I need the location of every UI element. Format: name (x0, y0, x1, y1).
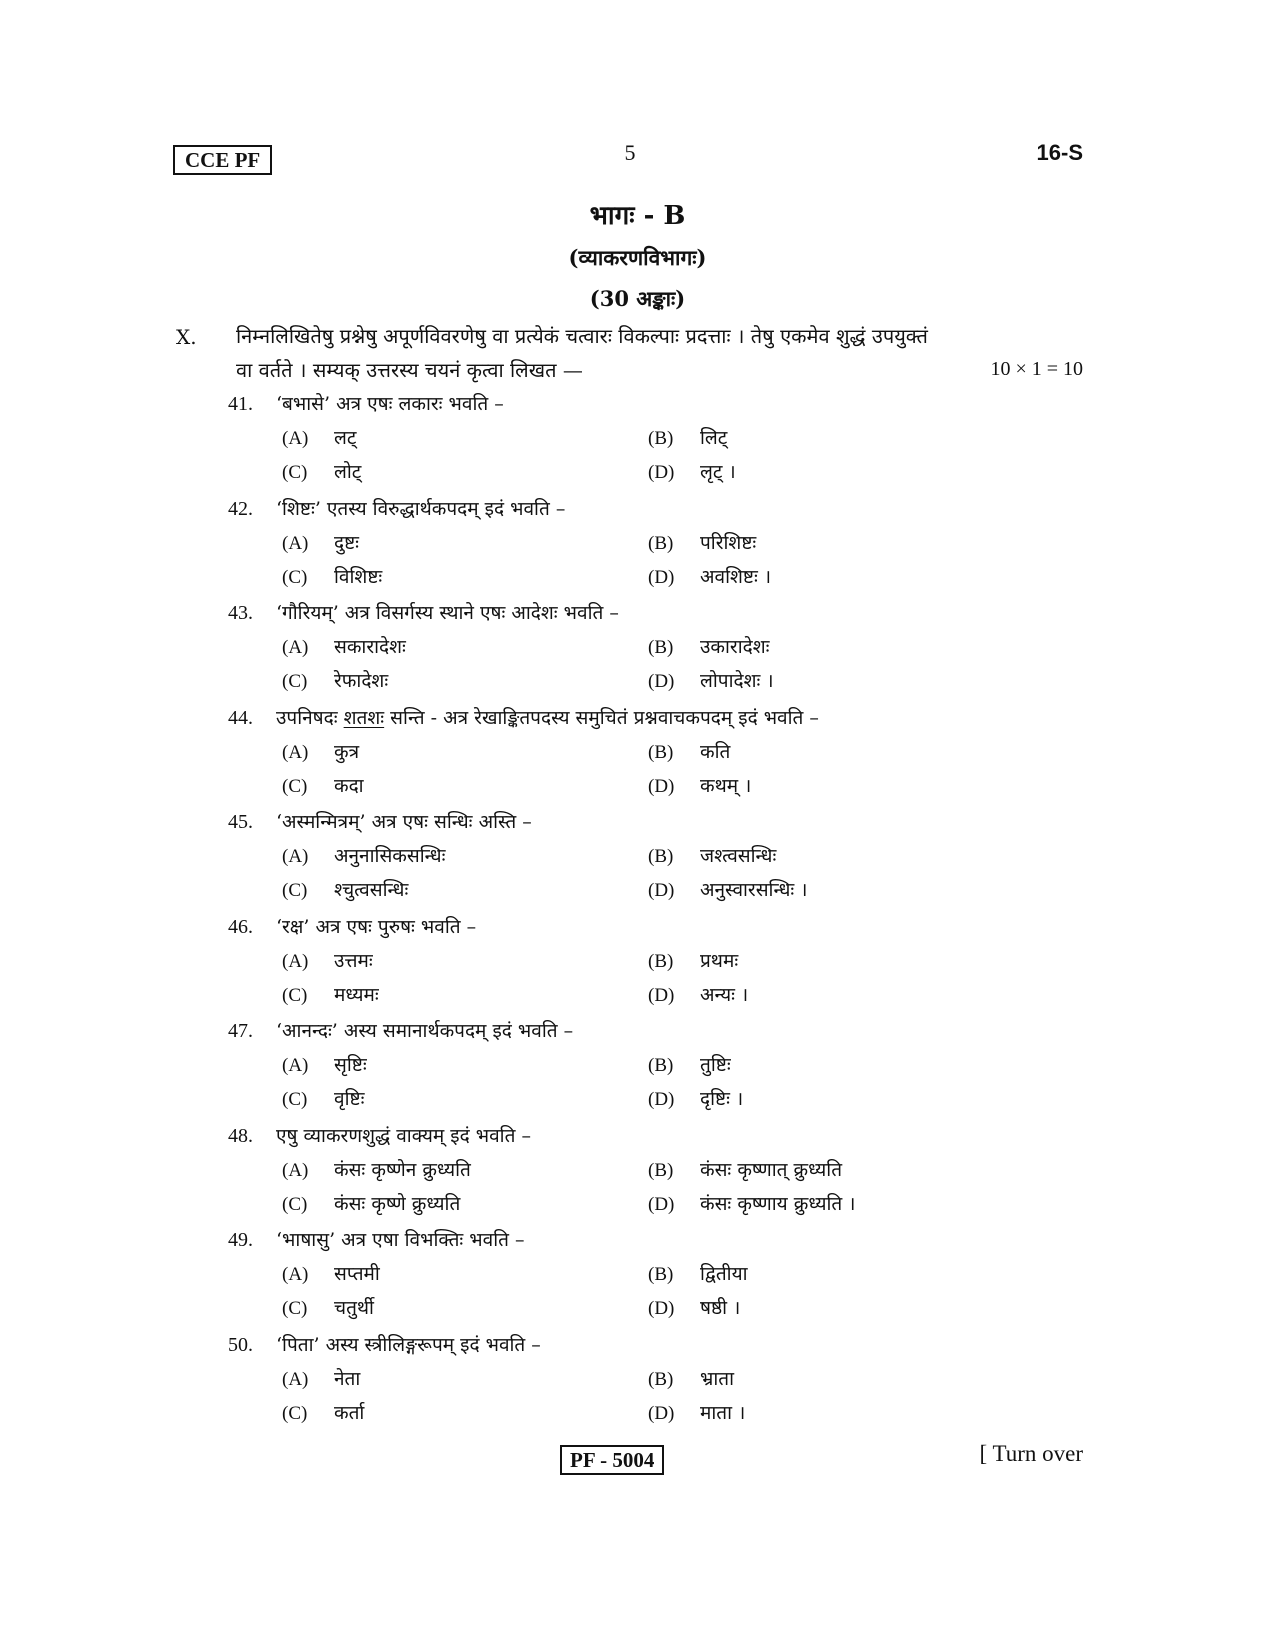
question-stem: ‘पिता’ अस्य स्त्रीलिङ्गरूपम् इदं भवति – (276, 1333, 541, 1356)
option-c (282, 772, 364, 798)
question-text (228, 1122, 531, 1148)
question-stem: ‘रक्ष’ अत्र एषः पुरुषः भवति – (276, 915, 477, 938)
question (228, 1017, 1088, 1122)
option-label: (B) (648, 950, 674, 972)
option-text: सृष्टिः (334, 1054, 367, 1076)
option-text: कर्ता (334, 1401, 365, 1424)
option-b (648, 633, 769, 659)
option-d (648, 1399, 745, 1425)
section-marks: (30 अङ्काः) (589, 286, 686, 311)
question-stem-after: सन्ति - अत्र रेखाङ्कितपदस्य समुचितं प्रश्नवाचकपदम् इदं भवति – (384, 706, 819, 729)
option-text: अनुस्वारसन्धिः । (700, 879, 808, 901)
question (228, 1226, 1088, 1331)
option-label: (D) (648, 671, 675, 692)
question-number: 48. (228, 1124, 253, 1147)
option-text: कंसः कृष्णेन क्रुध्यति (334, 1158, 471, 1181)
option-label: (A) (282, 1368, 309, 1390)
option-label: (A) (282, 846, 309, 867)
option-c (282, 563, 382, 589)
option-text: कंसः कृष्णाय क्रुध्यति । (700, 1192, 856, 1215)
option-text: कंसः कृष्णे क्रुध्यति (334, 1192, 461, 1215)
part-title: भागः - B (589, 201, 686, 231)
option-c (282, 981, 379, 1007)
question (228, 704, 1088, 809)
question-number: 44. (228, 706, 253, 729)
option-label: (A) (282, 1264, 309, 1285)
question-stem: एषु व्याकरणशुद्धं वाक्यम् इदं भवति – (276, 1124, 531, 1147)
option-text: लिट् (700, 427, 728, 449)
question (228, 495, 1088, 600)
option-label: (C) (282, 1402, 308, 1424)
question-number: 45. (228, 811, 253, 833)
question-text (228, 495, 565, 521)
question-stem: ‘अस्मन्मित्रम्’ अत्र एषः सन्धिः अस्ति – (276, 811, 532, 833)
option-text: कदा (334, 774, 364, 797)
question-number: 49. (228, 1229, 253, 1251)
option-text: श्चुत्वसन्धिः (334, 879, 409, 901)
option-text: माता । (700, 1401, 746, 1424)
question (228, 1122, 1088, 1227)
question-text (228, 1331, 541, 1357)
question-stem: ‘भाषासु’ अत्र एषा विभक्तिः भवति – (276, 1229, 525, 1251)
option-c (282, 876, 408, 902)
option-d (648, 981, 748, 1007)
question-number: 43. (228, 602, 253, 624)
option-label: (C) (282, 671, 308, 692)
option-text: चतुर्थी (334, 1297, 374, 1319)
option-b (648, 424, 727, 450)
instruction-line-2: वा वर्तते । सम्यक् उत्तरस्य चयनं कृत्वा लिखत — (236, 358, 583, 382)
question-number: 41. (228, 393, 253, 415)
question-number: 47. (228, 1020, 253, 1042)
option-label: (B) (648, 428, 674, 449)
question-number: 42. (228, 497, 253, 520)
option-d (648, 772, 751, 798)
option-label: (B) (648, 637, 674, 658)
option-a (282, 947, 373, 973)
option-d (648, 563, 771, 589)
option-label: (A) (282, 1055, 309, 1076)
option-text: वृष्टिः (334, 1088, 365, 1110)
option-text: भ्राता (700, 1367, 735, 1390)
option-d (648, 876, 808, 902)
option-c (282, 1190, 460, 1216)
option-label: (B) (648, 846, 674, 867)
option-c (282, 1294, 374, 1320)
option-d (648, 1085, 743, 1111)
option-b (648, 947, 738, 973)
question-text (228, 599, 619, 625)
option-b (648, 1365, 734, 1391)
option-label: (B) (648, 1368, 674, 1390)
option-label: (D) (648, 1193, 675, 1215)
question-text (228, 913, 476, 939)
option-text: उकारादेशः (700, 636, 770, 658)
option-text: लट् (334, 427, 357, 449)
option-text: लोट् (334, 461, 362, 483)
option-d (648, 1294, 740, 1320)
question (228, 1331, 1088, 1436)
option-a (282, 1365, 360, 1391)
option-label: (A) (282, 637, 309, 658)
option-label: (A) (282, 950, 309, 972)
option-label: (B) (648, 1159, 674, 1181)
option-label: (A) (282, 428, 309, 449)
question-list (228, 390, 1088, 1435)
option-text: दुष्टः (334, 531, 360, 554)
option-label: (D) (648, 984, 675, 1006)
option-text: अनुनासिकसन्धिः (334, 845, 446, 867)
option-label: (D) (648, 566, 675, 588)
option-a (282, 842, 445, 868)
option-label: (C) (282, 566, 308, 588)
option-text: विशिष्टः (334, 565, 383, 588)
option-text: अवशिष्टः । (700, 565, 772, 588)
option-b (648, 529, 756, 555)
option-label: (C) (282, 1089, 308, 1110)
question-text (228, 808, 532, 834)
question (228, 599, 1088, 704)
option-a (282, 1260, 380, 1286)
option-text: नेता (334, 1367, 361, 1390)
option-a (282, 1051, 367, 1077)
option-text: सप्तमी (334, 1263, 380, 1285)
option-c (282, 1399, 364, 1425)
option-text: सकारादेशः (334, 636, 406, 658)
option-text: लृट् । (700, 461, 736, 483)
option-a (282, 424, 356, 450)
instruction-line-1: निम्नलिखितेषु प्रश्नेषु अपूर्णविवरणेषु वा प्रत्येकं चत्वारः विकल्पाः प्रदत्ताः । तेषु एकमेव शुद्धं उपयुक्तं (236, 324, 928, 348)
option-b (648, 1051, 731, 1077)
subject-code: 16-S (1036, 140, 1083, 165)
option-b (648, 1156, 842, 1182)
option-b (648, 842, 776, 868)
option-text: जश्त्वसन्धिः (700, 845, 777, 867)
option-label: (C) (282, 984, 308, 1006)
option-text: कंसः कृष्णात् क्रुध्यति (700, 1158, 843, 1181)
question-stem-before: उपनिषदः (276, 706, 344, 729)
option-label: (D) (648, 880, 675, 901)
option-d (648, 667, 774, 693)
option-text: रेफादेशः (334, 670, 389, 692)
option-text: अन्यः । (700, 983, 749, 1006)
option-label: (D) (648, 775, 675, 797)
option-b (648, 738, 730, 764)
option-label: (D) (648, 1402, 675, 1424)
option-text: उत्तमः (334, 949, 373, 972)
question (228, 390, 1088, 495)
option-label: (D) (648, 462, 675, 483)
option-label: (C) (282, 1193, 308, 1215)
paper-code-box: PF - 5004 (560, 1445, 664, 1475)
question-number: 50. (228, 1333, 253, 1356)
option-c (282, 667, 388, 693)
option-text: कथम् । (700, 774, 752, 797)
option-text: तुष्टिः (700, 1054, 731, 1076)
question (228, 808, 1088, 913)
exam-code-box: CCE PF (173, 145, 272, 175)
question-number: 46. (228, 915, 253, 938)
option-label: (C) (282, 775, 308, 797)
question-text (228, 1226, 525, 1252)
question-stem: ‘बभासे’ अत्र एषः लकारः भवति – (276, 393, 504, 415)
option-d (648, 1190, 856, 1216)
option-c (282, 1085, 364, 1111)
option-text: दृष्टिः । (700, 1088, 744, 1110)
option-text: षष्ठी । (700, 1297, 741, 1319)
option-label: (C) (282, 1298, 308, 1319)
option-label: (B) (648, 532, 674, 554)
option-b (648, 1260, 748, 1286)
option-label: (A) (282, 532, 309, 554)
question-text (228, 1017, 573, 1043)
option-text: प्रथमः (700, 949, 739, 972)
question-stem: ‘गौरियम्’ अत्र विसर्गस्य स्थाने एषः आदेशः भवति – (276, 602, 619, 624)
instruction-number: X. (176, 325, 197, 349)
option-text: लोपादेशः । (700, 670, 774, 692)
option-label: (B) (648, 741, 674, 763)
question-text (228, 704, 819, 730)
option-label: (A) (282, 741, 309, 763)
question-stem: ‘आनन्दः’ अस्य समानार्थकपदम् इदं भवति – (276, 1020, 574, 1042)
option-a (282, 1156, 471, 1182)
instruction-marks: 10 × 1 = 10 (990, 358, 1083, 380)
question-text (228, 390, 504, 416)
option-c (282, 458, 361, 484)
turn-over-note: [ Turn over (979, 1441, 1083, 1466)
option-label: (B) (648, 1264, 674, 1285)
option-label: (C) (282, 880, 308, 901)
section-title: (व्याकरणविभागः) (568, 245, 707, 270)
option-a (282, 633, 406, 659)
option-a (282, 738, 359, 764)
option-d (648, 458, 736, 484)
option-label: (D) (648, 1089, 675, 1110)
option-label: (A) (282, 1159, 309, 1181)
option-text: मध्यमः (334, 983, 379, 1006)
option-text: कति (700, 740, 731, 763)
option-label: (D) (648, 1298, 675, 1319)
underlined-word: शतशः (343, 706, 385, 729)
page-number: 5 (624, 140, 636, 165)
option-text: परिशिष्टः (700, 531, 757, 554)
question (228, 913, 1088, 1018)
option-a (282, 529, 359, 555)
question-stem: ‘शिष्टः’ एतस्य विरुद्धार्थकपदम् इदं भवति – (276, 497, 566, 520)
option-text: द्वितीया (700, 1263, 748, 1285)
option-label: (C) (282, 462, 308, 483)
option-label: (B) (648, 1055, 674, 1076)
option-text: कुत्र (334, 740, 360, 763)
